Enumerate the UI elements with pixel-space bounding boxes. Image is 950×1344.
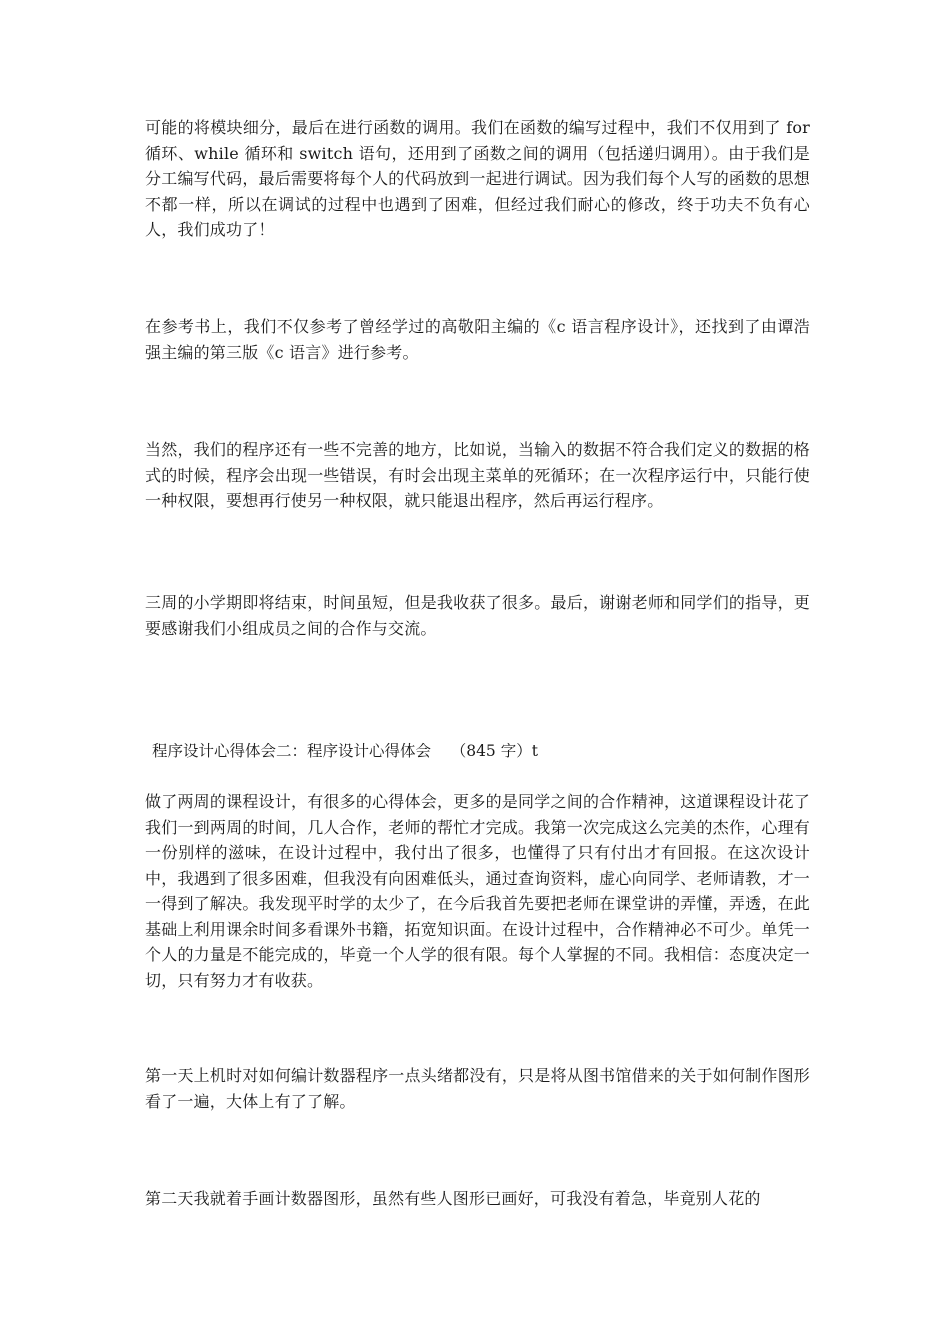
section-heading: 程序设计心得体会二：程序设计心得体会 （845 字）t: [152, 742, 538, 760]
paragraph-course-design-experience: 做了两周的课程设计，有很多的心得体会，更多的是同学之间的合作精神，这道课程设计花了我们一到两周的时间，几人合作，老师的帮忙才完成。我第一次完成这么完美的杰作，心理有一份别样的滋味，在设计过程中，我付出了很多，也懂得了只有付出才有回报。在这次设计中，我遇到了很多困难，但我没有向困难低头，通过查询资料，虚心向同学、老师请教，才一一得到了解决。我发现平时学的太少了，在今后我首先要把老师在课堂讲的弄懂，弄透，在此基础上利用课余时间多看课外书籍，拓宽知识面。在设计过程中，合作精神必不可少。单凭一个人的力量是不能完成的，毕竟一个人学的很有限。每个人掌握的不同。我相信：态度决定一切，只有努力才有收获。: [145, 792, 810, 990]
paragraph-first-day: 第一天上机时对如何编计数器程序一点头绪都没有，只是将从图书馆借来的关于如何制作图形看了一遍，大体上有了了解。: [145, 1066, 810, 1111]
paragraph-reference-books: 在参考书上，我们不仅参考了曾经学过的高敬阳主编的《c 语言程序设计》，还找到了由谭浩强主编的第三版《c 语言》进行参考。: [145, 317, 810, 362]
paragraph-second-day: 第二天我就着手画计数器图形，虽然有些人图形已画好，可我没有着急，毕竟别人花的: [145, 1189, 761, 1208]
paragraph-program-shortcomings: 当然，我们的程序还有一些不完善的地方，比如说，当输入的数据不符合我们定义的数据的格式的时候，程序会出现一些错误，有时会出现主菜单的死循环；在一次程序运行中，只能行使一种权限，要想再行使另一种权限，就只能退出程序，然后再运行程序。: [145, 440, 810, 510]
paragraph-closing-thanks: 三周的小学期即将结束，时间虽短，但是我收获了很多。最后，谢谢老师和同学们的指导，更要感谢我们小组成员之间的合作与交流。: [145, 593, 810, 638]
paragraph-module-functions: 可能的将模块细分，最后在进行函数的调用。我们在函数的编写过程中，我们不仅用到了 for 循环、while 循环和 switch 语句，还用到了函数之间的调用（包括递归调用）。由于我们是分工编写代码，最后需要将每个人的代码放到一起进行调试。因为我们每个人写的函数的思想不都一样，所以在调试的过程中也遇到了困难，但经过我们耐心的修改，终于功夫不负有心人，我们成功了！: [145, 118, 810, 239]
